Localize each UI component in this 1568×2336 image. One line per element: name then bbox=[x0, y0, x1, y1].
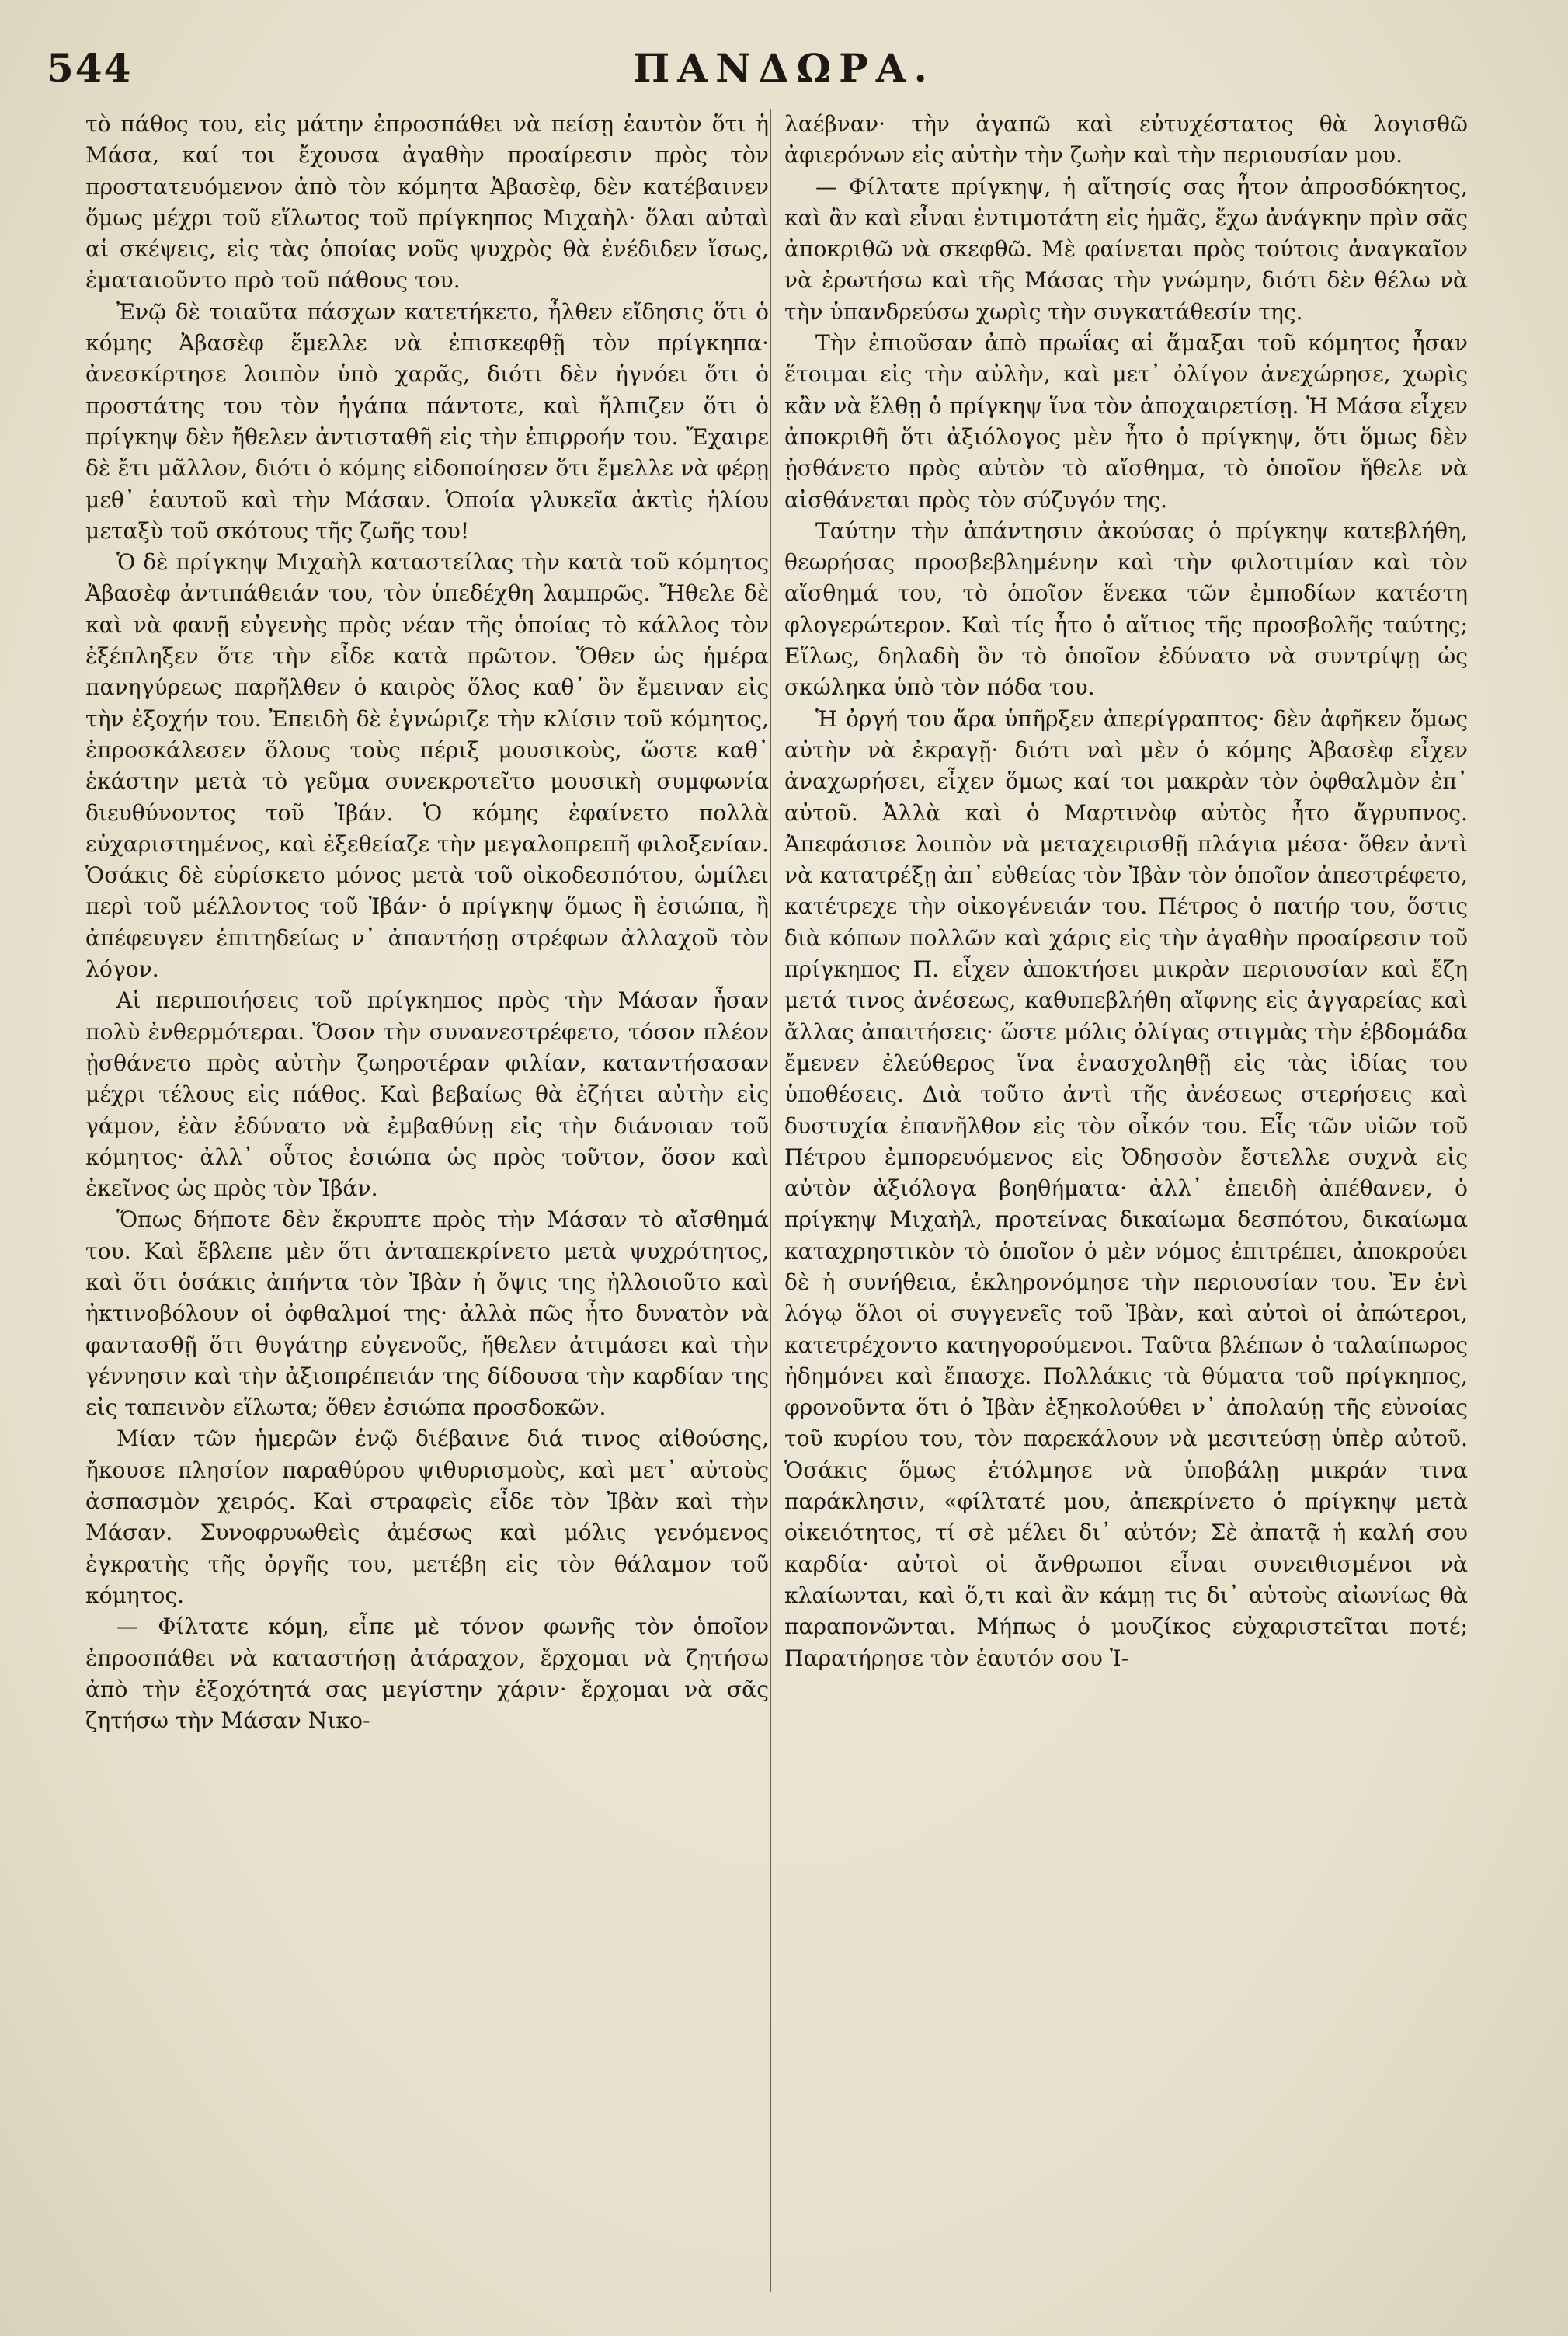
paragraph: τὸ πάθος του, εἰς μάτην ἐπροσπάθει νὰ πείσῃ ἑαυτὸν ὅτι ἡ Μάσα, καί τοι ἔχουσα ἀγαθὴν προαίρεσιν πρὸς τὸν προστατευόμενον ἀπὸ τὸν κόμητα Ἀβασὲφ, δὲν κατέβαινεν ὅμως μέχρι τοῦ εἵλωτος τοῦ πρίγκηπος Μιχαὴλ· ὅλαι αὐταὶ αἱ σκέψεις, εἰς τὰς ὁποίας νοῦς ψυχρὸς θὰ ἐνέδιδεν ἴσως, ἐματαιοῦντο πρὸ τοῦ πάθους του. bbox=[85, 111, 769, 294]
paragraph: Ἐνῷ δὲ τοιαῦτα πάσχων κατετήκετο, ἦλθεν εἴδησις ὅτι ὁ κόμης Ἀβασὲφ ἔμελλε νὰ ἐπισκεφθῇ τὸν πρίγκηπα· ἀνεσκίρτησε λοιπὸν ὑπὸ χαρᾶς, διότι δὲν ἠγνόει ὅτι ὁ προστάτης του τὸν ἠγάπα πάντοτε, καὶ ἤλπιζεν ὅτι ὁ πρίγκηψ δὲν ἤθελεν ἀντισταθῆ εἰς τὴν ἐπιρροήν του. Ἔχαιρε δὲ ἔτι μᾶλλον, διότι ὁ κόμης εἰδοποίησεν ὅτι ἔμελλε νὰ φέρῃ μεθ᾽ ἑαυτοῦ καὶ τὴν Μάσαν. Ὁποία γλυκεῖα ἀκτὶς ἡλίου μεταξὺ τοῦ σκότους τῆς ζωῆς του! bbox=[85, 298, 769, 544]
paragraph: Ἡ ὀργή του ἄρα ὑπῆρξεν ἀπερίγραπτος· δὲν ἀφῆκεν ὅμως αὐτὴν νὰ ἐκραγῇ· διότι ναὶ μὲν ὁ κόμης Ἀβασὲφ εἶχεν ἀναχωρήσει, εἶχεν ὅμως καί τοι μακρὰν τὸν ὀφθαλμὸν ἐπ᾽ αὐτοῦ. Ἀλλὰ καὶ ὁ Μαρτινὸφ αὐτὸς ἦτο ἄγρυπνος. Ἀπεφάσισε λοιπὸν νὰ μεταχειρισθῇ πλάγια μέσα· ὅθεν ἀντὶ νὰ κατατρέξῃ ἀπ᾽ εὐθείας τὸν Ἰβὰν τὸν ὁποῖον ἀπεστρέφετο, κατέτρεχε τὴν οἰκογένειάν του. Πέτρος ὁ πατήρ του, ὅστις διὰ κόπων πολλῶν καὶ χάρις εἰς τὴν ἀγαθὴν προαίρεσιν τοῦ πρίγκηπος Π. εἶχεν ἀποκτήσει μικρὰν περιουσίαν καὶ ἔζη μετά τινος ἀνέσεως, καθυπεβλήθη αἴφνης εἰς ἀγγαρείας καὶ ἄλλας ἀπαιτήσεις· ὥστε μόλις ὀλίγας στιγμὰς τὴν ἑβδομάδα ἔμενεν ἐλεύθερος ἵνα ἐνασχοληθῇ εἰς τὰς ἰδίας του ὑποθέσεις. Διὰ τοῦτο ἀντὶ τῆς ἀνέσεως στερήσεις καὶ δυστυχία ἐπανῆλθον εἰς τὸν οἶκόν του. Εἷς τῶν υἱῶν τοῦ Πέτρου ἐμπορευόμενος εἰς Ὀδησσὸν ἔστελλε συχνὰ εἰς αὐτὸν ἀξιόλογα βοηθήματα· ἀλλ᾽ ἐπειδὴ ἀπέθανεν, ὁ πρίγκηψ Μιχαὴλ, προτείνας δικαίωμα δεσπότου, δικαίωμα καταχρηστικὸν τὸ ὁποῖον ὁ μὲν νόμος ἐπιτρέπει, ἀποκρούει δὲ ἡ συνήθεια, ἐκληρονόμησε τὴν περιουσίαν του. Ἐν ἑνὶ λόγῳ ὅλοι οἱ συγγενεῖς τοῦ Ἰβὰν, καὶ αὐτοὶ οἱ ἀπώτεροι, κατετρέχοντο κατηγορούμενοι. Ταῦτα βλέπων ὁ ταλαίπωρος ἠδημόνει καὶ ἔπασχε. Πολλάκις τὰ θύματα τοῦ πρίγκηπος, φρονοῦντα ὅτι ὁ Ἰβὰν ἐξηκολούθει ν᾽ ἀπολαύῃ τῆς εὐνοίας τοῦ κυρίου του, τὸν παρεκάλουν νὰ μεσιτεύσῃ ὑπὲρ αὐτοῦ. Ὁσάκις ὅμως ἐτόλμησε νὰ ὑποβάλῃ μικράν τινα παράκλησιν, «φίλτατέ μου, ἀπεκρίνετο ὁ πρίγκηψ μετὰ οἰκειότητος, τί σὲ μέλει δι᾽ αὐτόν; Σὲ ἀπατᾷ ἡ καλή σου καρδία· αὐτοὶ οἱ ἄνθρωποι εἶναι συνειθισμένοι νὰ κλαίωνται, καὶ ὅ,τι καὶ ἂν κάμῃ τις δι᾽ αὐτοὺς αἰωνίως θὰ παραπονῶνται. Μήπως ὁ μουζίκος εὐχαριστεῖται ποτέ; Παρατήρησε τὸν ἑαυτόν σου Ἰ- bbox=[784, 705, 1468, 1671]
running-title: ΠΑΝΔΩΡΑ. bbox=[633, 45, 935, 91]
paragraph: λαέβναν· τὴν ἀγαπῶ καὶ εὐτυχέστατος θὰ λογισθῶ ἀφιερόνων εἰς αὐτὴν τὴν ζωὴν καὶ τὴν περιουσίαν μου. bbox=[784, 111, 1468, 169]
paragraph: Μίαν τῶν ἡμερῶν ἐνῷ διέβαινε διά τινος αἰθούσης, ἤκουσε πλησίον παραθύρου ψιθυρισμοὺς, καὶ μετ᾽ αὐτοὺς ἀσπασμὸν χειρός. Καὶ στραφεὶς εἶδε τὸν Ἰβὰν καὶ τὴν Μάσαν. Συνοφρυωθεὶς ἀμέσως καὶ μόλις γενόμενος ἐγκρατὴς τῆς ὀργῆς του, μετέβη εἰς τὸν θάλαμον τοῦ κόμητος. bbox=[85, 1426, 769, 1608]
page-header bbox=[47, 45, 1521, 99]
paragraph: — Φίλτατε κόμη, εἶπε μὲ τόνον φωνῆς τὸν ὁποῖον ἐπροσπάθει νὰ καταστήσῃ ἀτάραχον, ἔρχομαι νὰ ζητήσω ἀπὸ τὴν ἐξοχότητά σας μεγίστην χάριν· ἔρχομαι νὰ σᾶς ζητήσω τὴν Μάσαν Νικο- bbox=[85, 1614, 769, 1734]
paragraph: Ὁ δὲ πρίγκηψ Μιχαὴλ καταστείλας τὴν κατὰ τοῦ κόμητος Ἀβασὲφ ἀντιπάθειάν του, τὸν ὑπεδέχθη λαμπρῶς. Ἤθελε δὲ καὶ νὰ φανῇ εὐγενὴς πρὸς νέαν τῆς ὁποίας τὸ κάλλος τὸν ἐξέπληξεν ὅτε τὴν εἶδε κατὰ πρῶτον. Ὅθεν ὡς ἡμέρα πανηγύρεως παρῆλθεν ὁ καιρὸς ὅλος καθ᾽ ὃν ἔμειναν εἰς τὴν ἐξοχήν του. Ἐπειδὴ δὲ ἐγνώριζε τὴν κλίσιν τοῦ κόμητος, ἐπροσκάλεσεν ὅλους τοὺς πέριξ μουσικοὺς, ὥστε καθ᾽ ἑκάστην μετὰ τὸ γεῦμα συνεκροτεῖτο μουσικὴ συμφωνία διευθύνοντος τοῦ Ἰβάν. Ὁ κόμης ἐφαίνετο πολλὰ εὐχαριστημένος, καὶ ἐξεθείαζε τὴν μεγαλοπρεπῆ φιλοξενίαν. Ὁσάκις δὲ εὑρίσκετο μόνος μετὰ τοῦ οἰκοδεσπότου, ὡμίλει περὶ τοῦ μέλλοντος τοῦ Ἰβάν· ὁ πρίγκηψ ὅμως ἢ ἐσιώπα, ἢ ἀπέφευγεν ἐπιτηδείως ν᾽ ἀπαντήσῃ στρέφων ἀλλαχοῦ τὸν λόγον. bbox=[85, 549, 769, 983]
page-number: 544 bbox=[47, 45, 133, 91]
paragraph: Τὴν ἐπιοῦσαν ἀπὸ πρωΐας αἱ ἅμαξαι τοῦ κόμητος ἦσαν ἕτοιμαι εἰς τὴν αὐλὴν, καὶ μετ᾽ ὀλίγον ἀνεχώρησε, χωρὶς κἂν νὰ ἔλθῃ ὁ πρίγκηψ ἵνα τὸν ἀποχαιρετίσῃ. Ἡ Μάσα εἶχεν ἀποκριθῆ ὅτι ἀξιόλογος μὲν ἦτο ὁ πρίγκηψ, ὅτι ὅμως δὲν ᾐσθάνετο πρὸς αὐτὸν τὸ αἴσθημα, τὸ ὁποῖον ἤθελε νὰ αἰσθάνεται πρὸς τὸν σύζυγόν της. bbox=[784, 330, 1468, 513]
paragraph: — Φίλτατε πρίγκηψ, ἡ αἴτησίς σας ἦτον ἀπροσδόκητος, καὶ ἂν καὶ εἶναι ἐντιμοτάτη εἰς ἡμᾶς, ἔχω ἀνάγκην πρὶν σᾶς ἀποκριθῶ νὰ σκεφθῶ. Μὲ φαίνεται πρὸς τούτοις ἀναγκαῖον νὰ ἐρωτήσω καὶ τῆς Μάσας τὴν γνώμην, διότι δὲν θέλω νὰ τὴν ὑπανδρεύσω χωρὶς τὴν συγκατάθεσίν της. bbox=[784, 173, 1468, 325]
right-column bbox=[784, 109, 1468, 1674]
paragraph: Ὅπως δήποτε δὲν ἔκρυπτε πρὸς τὴν Μάσαν τὸ αἴσθημά του. Καὶ ἔβλεπε μὲν ὅτι ἀνταπεκρίνετο μετὰ ψυχρότητος, καὶ ὅτι ὁσάκις ἀπήντα τὸν Ἰβὰν ἡ ὄψις της ἠλλοιοῦτο καὶ ἠκτινοβόλουν οἱ ὀφθαλμοί της· ἀλλὰ πῶς ἦτο δυνατὸν νὰ φαντασθῇ ὅτι θυγάτηρ εὐγενοῦς, ἤθελεν ἀτιμάσει καὶ τὴν γέννησιν καὶ τὴν ἀξιοπρέπειάν της δίδουσα τὴν καρδίαν της εἰς ταπεινὸν εἵλωτα; ὅθεν ἐσιώπα προσδοκῶν. bbox=[85, 1206, 769, 1421]
paragraph: Ταύτην τὴν ἀπάντησιν ἀκούσας ὁ πρίγκηψ κατεβλήθη, θεωρήσας προσβεβλημένην καὶ τὴν φιλοτιμίαν καὶ τὸν αἴσθημά του, τὸ ὁποῖον ἕνεκα τῶν ἐμποδίων κατέστη φλογερώτερον. Καὶ τίς ἦτο ὁ αἴτιος τῆς προσβολῆς ταύτης; Εἵλως, δηλαδὴ ὃν τὸ ὁποῖον ἐδύνατο νὰ συντρίψῃ ὡς σκώληκα ὑπὸ τὸν πόδα του. bbox=[784, 517, 1468, 701]
paragraph: Αἱ περιποιήσεις τοῦ πρίγκηπος πρὸς τὴν Μάσαν ἦσαν πολὺ ἐνθερμότεραι. Ὅσον τὴν συνανεστρέφετο, τόσον πλέον ᾐσθάνετο πρὸς αὐτὴν ζωηροτέραν φιλίαν, καταντήσασαν μέχρι τέλους εἰς πάθος. Καὶ βεβαίως θὰ ἐζήτει αὐτὴν εἰς γάμον, ἐὰν ἐδύνατο νὰ ἐμβαθύνῃ εἰς τὴν διάνοιαν τοῦ κόμητος· ἀλλ᾽ οὗτος ἐσιώπα ὡς πρὸς τοῦτον, ὅσον καὶ ἐκεῖνος ὡς πρὸς τὸν Ἰβάν. bbox=[85, 987, 769, 1202]
left-column bbox=[85, 109, 769, 1736]
column-divider bbox=[770, 109, 771, 2292]
